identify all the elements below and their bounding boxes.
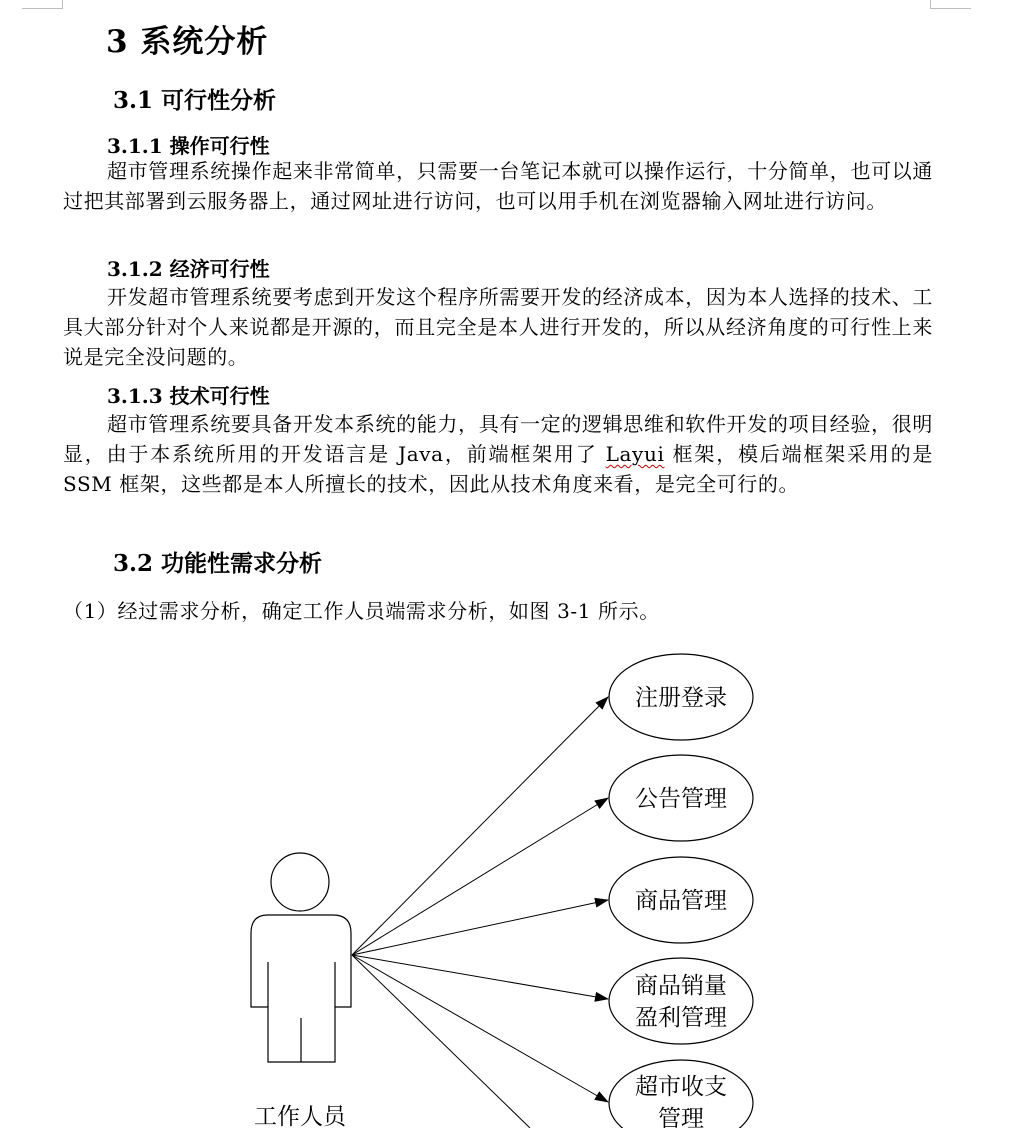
section-title-3-2: 3.2 功能性需求分析 xyxy=(113,550,323,577)
use-case-register-login xyxy=(609,654,753,740)
use-case-label-line1: 商品销量 xyxy=(635,973,727,999)
use-case-label-line2: 盈利管理 xyxy=(635,1005,727,1031)
use-case-sales-profit-management xyxy=(609,958,753,1044)
paragraph-economic-feasibility: 开发超市管理系统要考虑到开发这个程序所需要开发的经济成本，因为本人选择的技术、工具大部分针对个人来说都是开源的，而且完全是本人进行开发的，所以从经济角度的可行性上来说是完全没问题的。 xyxy=(63,285,933,369)
section-title-3-1: 3.1 可行性分析 xyxy=(113,87,277,114)
use-case-label: 商品管理 xyxy=(635,888,727,914)
use-case-label: 注册登录 xyxy=(635,685,727,711)
spellcheck-underlined-word: Layui xyxy=(605,442,665,466)
association-arrow-1 xyxy=(352,697,608,955)
use-case-product-management xyxy=(609,857,753,943)
actor-head xyxy=(271,853,329,911)
subsection-title-3-1-3: 3.1.3 技术可行性 xyxy=(107,384,270,408)
subsection-title-3-1-1: 3.1.1 操作可行性 xyxy=(107,134,270,158)
use-case-ellipse xyxy=(609,958,753,1044)
use-case-income-expense-management xyxy=(609,1060,753,1128)
technical-text-after: 框架，模后端框架采用的是 SSM 框架，这些都是本人所擅长的技术，因此从技术角度来看，是完全可行的。 xyxy=(63,442,933,496)
association-arrow-3 xyxy=(352,900,608,955)
use-case-label-line1: 超市收支 xyxy=(635,1074,727,1100)
actor-figure xyxy=(251,853,351,1062)
technical-text-before: 超市管理系统要具备开发本系统的能力，具有一定的逻辑思维和软件开发的项目经验，很明显，由于本系统所用的开发语言是 Java，前端框架用了 xyxy=(63,412,933,466)
paragraph-figure-intro: （1）经过需求分析，确定工作人员端需求分析，如图 3-1 所示。 xyxy=(63,599,660,623)
use-case-label: 公告管理 xyxy=(635,786,727,812)
paragraph-operation-feasibility: 超市管理系统操作起来非常简单，只需要一台笔记本就可以操作运行，十分简单，也可以通过把其部署到云服务器上，通过网址进行访问，也可以用手机在浏览器输入网址进行访问。 xyxy=(63,159,933,213)
chapter-title: 3 系统分析 xyxy=(106,24,269,60)
association-arrow-2 xyxy=(352,798,608,955)
use-case-label-line2: 管理 xyxy=(658,1106,704,1128)
use-case-announcement-management xyxy=(609,755,753,841)
actor-label: 工作人员 xyxy=(254,1104,346,1128)
subsection-title-3-1-2: 3.1.2 经济可行性 xyxy=(107,257,270,281)
